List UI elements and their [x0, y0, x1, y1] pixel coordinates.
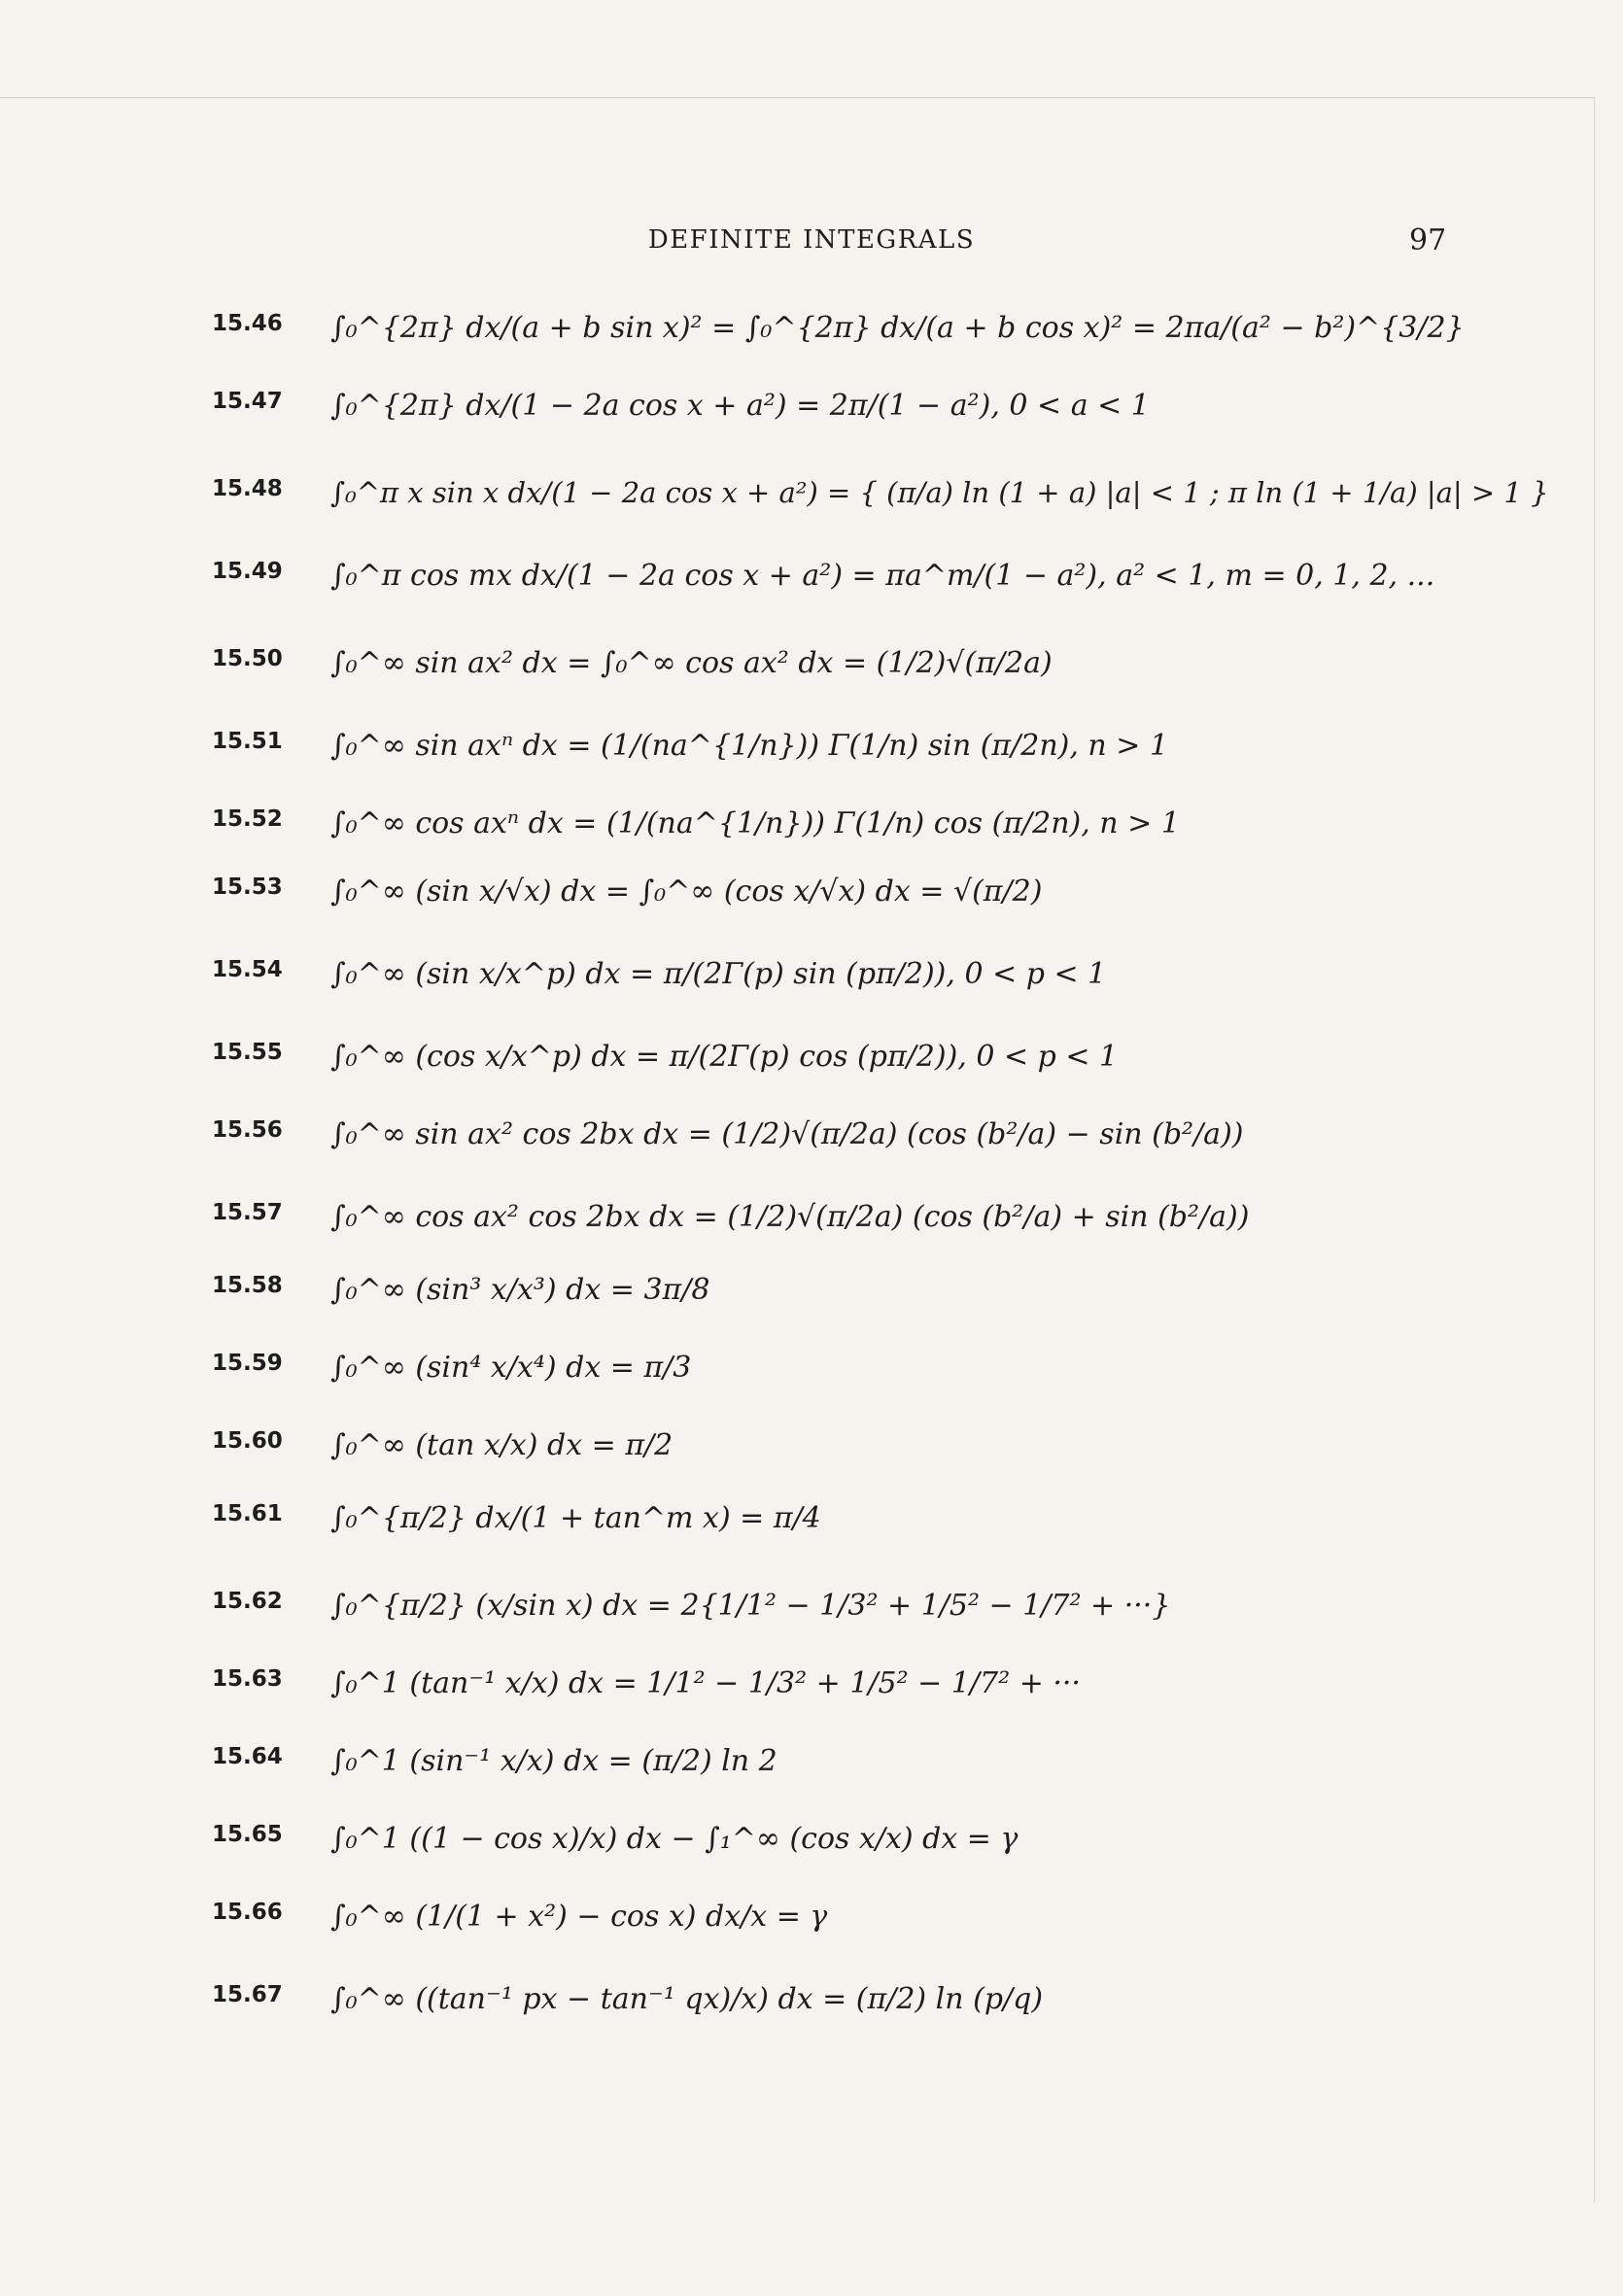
formula-number: 15.47 — [212, 389, 283, 414]
formula-number: 15.63 — [212, 1666, 283, 1692]
formula-row — [0, 1273, 1623, 1351]
formula-expression: ∫₀^∞ ((tan⁻¹ px − tan⁻¹ qx)/x) dx = (π/2) ln (p/q) — [330, 1982, 1044, 2016]
formula-number: 15.67 — [212, 1982, 283, 2007]
formula-number: 15.48 — [212, 476, 283, 501]
formula-row — [0, 1744, 1623, 1822]
formula-row — [0, 1351, 1623, 1428]
formula-row — [0, 874, 1623, 952]
formula-number: 15.53 — [212, 874, 283, 900]
formula-expression: ∫₀^{2π} dx/(a + b sin x)² = ∫₀^{2π} dx/(a + b cos x)² = 2πa/(a² − b²)^{3/2} — [330, 311, 1465, 345]
formula-expression: ∫₀^∞ (cos x/x^p) dx = π/(2Γ(p) cos (pπ/2)), 0 < p < 1 — [330, 1040, 1119, 1074]
formula-row — [0, 1117, 1623, 1195]
formula-expression: ∫₀^∞ (sin x/√x) dx = ∫₀^∞ (cos x/√x) dx = √(π/2) — [330, 874, 1043, 908]
formula-number: 15.52 — [212, 806, 283, 832]
formula-expression: ∫₀^1 (tan⁻¹ x/x) dx = 1/1² − 1/3² + 1/5² − 1/7² + ··· — [330, 1666, 1081, 1700]
formula-expression: ∫₀^1 ((1 − cos x)/x) dx − ∫₁^∞ (cos x/x) dx = γ — [330, 1822, 1019, 1856]
formula-expression: ∫₀^∞ (tan x/x) dx = π/2 — [330, 1428, 673, 1462]
formula-row — [0, 311, 1623, 389]
formula-expression: ∫₀^∞ (sin⁴ x/x⁴) dx = π/3 — [330, 1351, 692, 1385]
page-header-title: DEFINITE INTEGRALS — [647, 225, 976, 255]
formula-expression: ∫₀^∞ (sin x/x^p) dx = π/(2Γ(p) sin (pπ/2)), 0 < p < 1 — [330, 957, 1107, 991]
formula-expression: ∫₀^∞ cos axⁿ dx = (1/(na^{1/n})) Γ(1/n) cos (π/2n), n > 1 — [330, 806, 1180, 840]
formula-expression: ∫₀^∞ (1/(1 + x²) − cos x) dx/x = γ — [330, 1900, 828, 1934]
formula-row — [0, 389, 1623, 466]
formula-number: 15.55 — [212, 1040, 283, 1065]
page-number: 97 — [1409, 223, 1447, 257]
formula-row — [0, 476, 1623, 554]
formula-expression: ∫₀^∞ sin ax² cos 2bx dx = (1/2)√(π/2a) (cos (b²/a) − sin (b²/a)) — [330, 1117, 1244, 1151]
formula-expression: ∫₀^{π/2} (x/sin x) dx = 2{1/1² − 1/3² + 1/5² − 1/7² + ···} — [330, 1589, 1171, 1623]
formula-row — [0, 559, 1623, 636]
formula-expression: ∫₀^π x sin x dx/(1 − 2a cos x + a²) = { (π/a) ln (1 + a) |a| < 1 ; π ln (1 + 1/a) |a| > 1 } — [330, 476, 1549, 509]
formula-row — [0, 1900, 1623, 1977]
formula-number: 15.59 — [212, 1351, 283, 1376]
formula-number: 15.49 — [212, 559, 283, 584]
formula-row — [0, 646, 1623, 724]
formula-expression: ∫₀^{π/2} dx/(1 + tan^m x) = π/4 — [330, 1501, 821, 1535]
formula-number: 15.54 — [212, 957, 283, 982]
formula-row — [0, 806, 1623, 884]
formula-row — [0, 1040, 1623, 1117]
formula-expression: ∫₀^1 (sin⁻¹ x/x) dx = (π/2) ln 2 — [330, 1744, 777, 1778]
formula-number: 15.56 — [212, 1117, 283, 1143]
formula-number: 15.64 — [212, 1744, 283, 1769]
formula-number: 15.51 — [212, 729, 283, 754]
formula-number: 15.50 — [212, 646, 283, 671]
formula-expression: ∫₀^∞ cos ax² cos 2bx dx = (1/2)√(π/2a) (cos (b²/a) + sin (b²/a)) — [330, 1200, 1250, 1234]
formula-row — [0, 1589, 1623, 1666]
formula-expression: ∫₀^∞ (sin³ x/x³) dx = 3π/8 — [330, 1273, 710, 1307]
formula-expression: ∫₀^∞ sin axⁿ dx = (1/(na^{1/n})) Γ(1/n) sin (π/2n), n > 1 — [330, 729, 1169, 763]
formula-number: 15.57 — [212, 1200, 283, 1225]
formula-row — [0, 1982, 1623, 2060]
formula-row — [0, 1428, 1623, 1506]
formula-number: 15.61 — [212, 1501, 283, 1526]
formula-number: 15.60 — [212, 1428, 283, 1454]
formula-number: 15.46 — [212, 311, 283, 336]
formula-number: 15.58 — [212, 1273, 283, 1298]
formula-number: 15.65 — [212, 1822, 283, 1847]
formula-expression: ∫₀^{2π} dx/(1 − 2a cos x + a²) = 2π/(1 − a²), 0 < a < 1 — [330, 389, 1150, 423]
formula-expression: ∫₀^π cos mx dx/(1 − 2a cos x + a²) = πa^m/(1 − a²), a² < 1, m = 0, 1, 2, ... — [330, 559, 1435, 593]
formula-row — [0, 957, 1623, 1035]
formula-row — [0, 1501, 1623, 1579]
formula-number: 15.66 — [212, 1900, 283, 1925]
formula-expression: ∫₀^∞ sin ax² dx = ∫₀^∞ cos ax² dx = (1/2)√(π/2a) — [330, 646, 1053, 680]
formula-number: 15.62 — [212, 1589, 283, 1614]
formula-row — [0, 1666, 1623, 1744]
formula-row — [0, 1822, 1623, 1900]
formula-row — [0, 1200, 1623, 1278]
formula-row — [0, 729, 1623, 806]
